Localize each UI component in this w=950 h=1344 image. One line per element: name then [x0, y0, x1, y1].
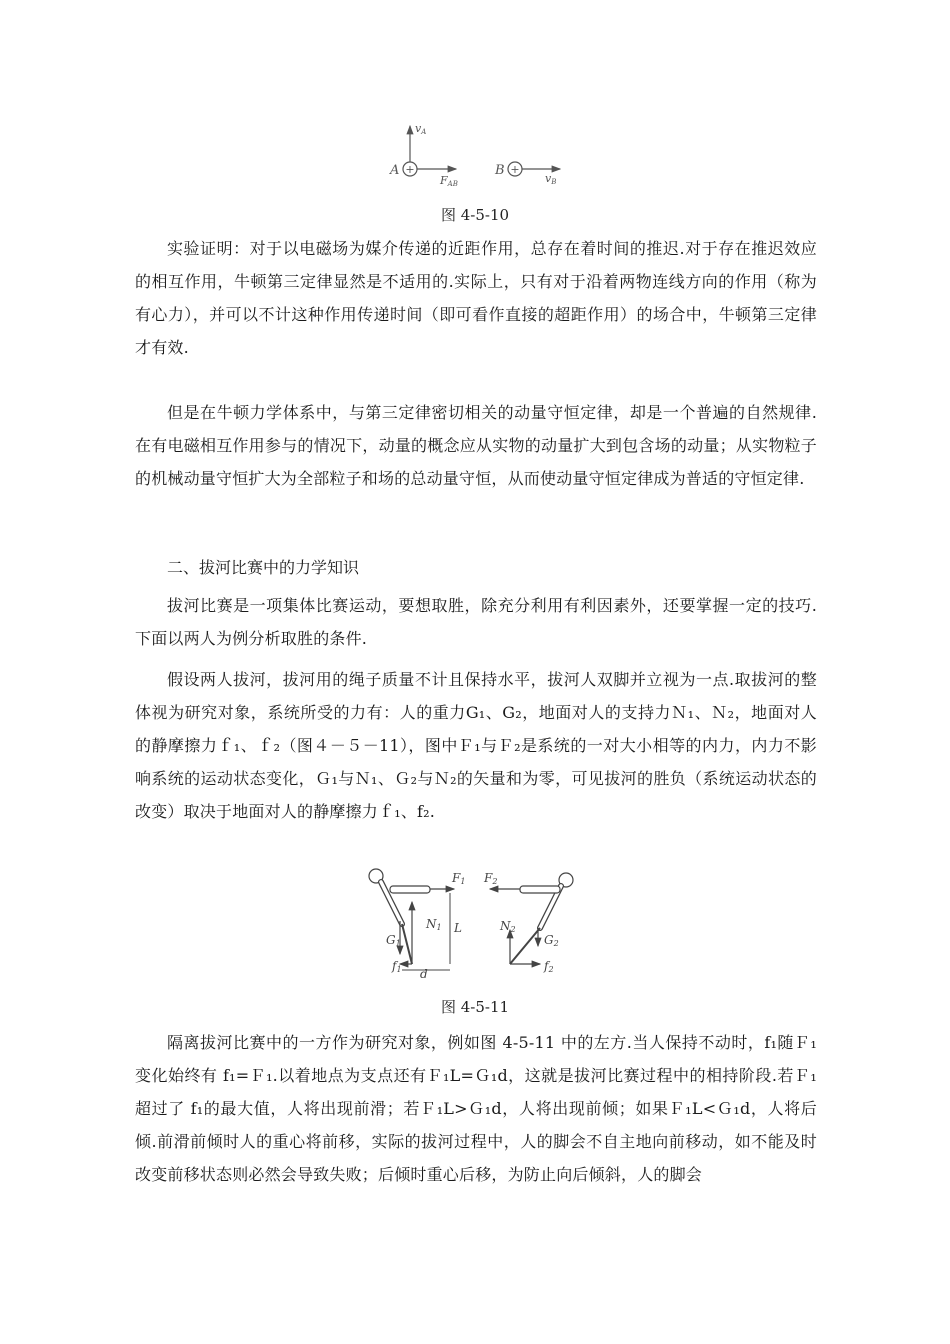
label-f2-friction: f2: [544, 959, 554, 974]
label-g2: G2: [544, 933, 559, 948]
label-b: B: [495, 163, 505, 178]
label-f2-force: F2: [484, 871, 498, 886]
paragraph-tug-analysis: 隔离拔河比赛中的一方作为研究对象，例如图 4-5-11 中的左方.当人保持不动时，f₁随Ｆ₁变化始终有 f₁=Ｆ₁.以着地点为支点还有Ｆ₁L=Ｇ₁d，这就是拔河比赛过程中的相持阶段.若Ｆ₁超过了 f₁的最大值，人将出现前滑；若Ｆ₁L>Ｇ₁d，人将出现前倾；如果Ｆ₁L<Ｇ₁d，人将后倾.前滑前倾时人的重心将前移，实际的拔河过程中，人的脚会不自主地向前移动，如不能及时改变前移状态则必然会导致失败；后倾时重心后移，为防止向后倾斜，人的脚会: [135, 1033, 817, 1184]
label-l: L: [454, 921, 462, 935]
person-right: [510, 873, 573, 964]
label-n2: N2: [500, 919, 516, 934]
label-n1: N1: [426, 917, 442, 932]
section-heading: 二、拔河比赛中的力学知识: [167, 558, 360, 577]
figure-caption-2: 图 4-5-11: [440, 998, 510, 1016]
label-d: d: [420, 967, 428, 981]
figure-charges-velocity: [380, 118, 580, 190]
label-a: A: [390, 163, 400, 178]
label-vb: vB: [545, 172, 557, 186]
paragraph-momentum: 但是在牛顿力学体系中，与第三定律密切相关的动量守恒定律，却是一个普遍的自然规律.在有电磁相互作用参与的情况下，动量的概念应从实物的动量扩大到包含场的动量；从实物粒子的机械动量守恒扩大为全部粒子和场的总动量守恒，从而使动量守恒定律成为普适的守恒定律.: [135, 403, 817, 488]
label-f1-friction: f1: [392, 959, 402, 974]
paragraph-tug-forces: 假设两人拔河，拔河用的绳子质量不计且保持水平，拔河人双脚并立视为一点.取拔河的整体视为研究对象，系统所受的力有：人的重力G₁、G₂，地面对人的支持力Ｎ₁、Ｎ₂，地面对人的静摩擦力ｆ₁、ｆ₂（图４－５－11），图中Ｆ₁与Ｆ₂是系统的一对大小相等的内力，内力不影响系统的运动状态变化，Ｇ₁与Ｎ₁、Ｇ₂与Ｎ₂的矢量和为零，可见拔河的胜负（系统运动状态的改变）取决于地面对人的静摩擦力ｆ₁、f₂.: [135, 670, 817, 821]
figure-caption-1: 图 4-5-10: [440, 206, 510, 224]
label-f1-force: F1: [452, 871, 466, 886]
charge-a-sign: +: [405, 163, 415, 176]
charge-b-sign: +: [510, 163, 520, 176]
label-g1: G1: [386, 933, 401, 948]
paragraph-tug-intro: 拔河比赛是一项集体比赛运动，要想取胜，除充分利用有利因素外，还要掌握一定的技巧.下面以两人为例分析取胜的条件.: [135, 596, 817, 648]
paragraph-experiment: 实验证明：对于以电磁场为媒介传递的近距作用，总存在着时间的推迟.对于存在推迟效应的相互作用，牛顿第三定律显然是不适用的.实际上，只有对于沿着两物连线方向的作用（称为有心力），并可以不计这种作用传递时间（即可看作直接的超距作用）的场合中，牛顿第三定律才有效.: [135, 239, 817, 357]
label-va: vA: [415, 122, 427, 136]
label-fab: FAB: [440, 174, 458, 188]
figure-tug-of-war: [362, 866, 592, 982]
